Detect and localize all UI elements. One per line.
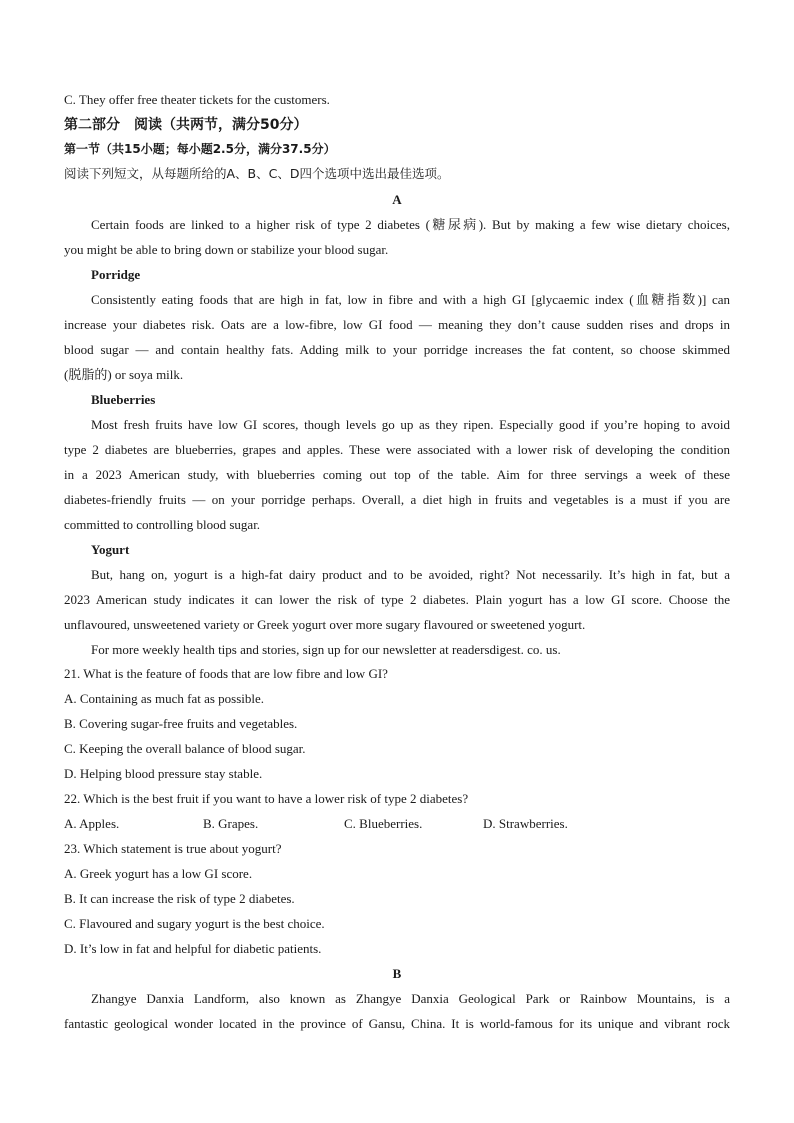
answer-option: D. It’s low in fat and helpful for diabetic patients.	[64, 941, 322, 956]
answer-option: A. Containing as much fat as possible.	[64, 691, 265, 706]
answer-options-row	[0, 816, 794, 832]
paragraph-line: Most fresh fruits have low GI scores, though levels go up as they ripen. Especially good if you’re hoping to avoid	[91, 417, 730, 432]
question-stem: 23. Which statement is true about yogurt?	[64, 841, 282, 856]
question-stem: 21. What is the feature of foods that are low fibre and low GI?	[64, 666, 388, 681]
paragraph-line: diabetes-friendly fruits — on your porridge perhaps. Overall, a diet high in fruits and vegetables is a must if you are	[64, 492, 730, 507]
answer-option: C. Flavoured and sugary yogurt is the best choice.	[64, 916, 325, 931]
answer-option: B. Covering sugar-free fruits and vegetables.	[64, 716, 298, 731]
answer-option: B. It can increase the risk of type 2 diabetes.	[64, 891, 295, 906]
paragraph-line: (脱脂的) or soya milk.	[64, 367, 184, 382]
section-title: 第二部分 阅读（共两节，满分50分）	[64, 117, 308, 133]
answer-option: D. Helping blood pressure stay stable.	[64, 766, 263, 781]
paragraph-line: unflavoured, unsweetened variety or Greek yogurt over more sugary flavoured or sweetened yogurt.	[64, 617, 586, 632]
paragraph-line: 2023 American study indicates it can lower the risk of type 2 diabetes. Plain yogurt has a low GI score. Choose the	[64, 592, 730, 607]
paragraph-line: Certain foods are linked to a higher risk of type 2 diabetes (糖尿病). But by making a few wise dietary choices,	[91, 217, 730, 232]
paragraph-line: committed to controlling blood sugar.	[64, 517, 261, 532]
question-stem: 22. Which is the best fruit if you want to have a lower risk of type 2 diabetes?	[64, 791, 469, 806]
blueberries-heading: Blueberries	[91, 392, 156, 407]
prev-question-option: C. They offer free theater tickets for the customers.	[64, 92, 330, 107]
answer-option: A. Apples.	[64, 816, 120, 831]
answer-option: B. Grapes.	[203, 816, 259, 831]
paragraph-line: Consistently eating foods that are high in fat, low in fibre and with a high GI [glycaemic index (血糖指数)] can	[91, 292, 730, 307]
newsletter-note: For more weekly health tips and stories, sign up for our newsletter at readersdigest. co. us.	[91, 642, 561, 657]
paragraph-line: type 2 diabetes are blueberries, grapes and apples. These were associated with a lower risk of developing the condition	[64, 442, 730, 457]
answer-option: C. Blueberries.	[344, 816, 423, 831]
paragraph-line: you might be able to bring down or stabilize your blood sugar.	[64, 242, 389, 257]
paragraph-line: Zhangye Danxia Landform, also known as Zhangye Danxia Geological Park or Rainbow Mountains, is a	[91, 991, 730, 1006]
instructions: 阅读下列短文，从每题所给的A、B、C、D四个选项中选出最佳选项。	[64, 166, 450, 181]
passage-a-label: A	[392, 192, 402, 207]
answer-option: A. Greek yogurt has a low GI score.	[64, 866, 253, 881]
yogurt-heading: Yogurt	[91, 542, 130, 557]
paragraph-line: in a 2023 American study, with blueberries coming out top of the table. Aim for three servings a week of these	[64, 467, 730, 482]
passage-b-label: B	[392, 966, 402, 981]
answer-option: D. Strawberries.	[483, 816, 568, 831]
paragraph-line: But, hang on, yogurt is a high-fat dairy product and to be avoided, right? Not necessarily. It’s high in fat, but a	[91, 567, 730, 582]
porridge-heading: Porridge	[91, 267, 141, 282]
paragraph-line: increase your diabetes risk. Oats are a low-fibre, low GI food — meaning they don’t cause sudden rises and drops in	[64, 317, 730, 332]
paragraph-line: fantastic geological wonder located in the province of Gansu, China. It is world-famous for its unique and vibrant rock	[64, 1016, 730, 1031]
subsection-title: 第一节（共15小题；每小题2.5分，满分37.5分）	[64, 142, 336, 156]
paragraph-line: blood sugar — and contain healthy fats. Adding milk to your porridge increases the fat content, so choose skimmed	[64, 342, 730, 357]
answer-option: C. Keeping the overall balance of blood sugar.	[64, 741, 306, 756]
